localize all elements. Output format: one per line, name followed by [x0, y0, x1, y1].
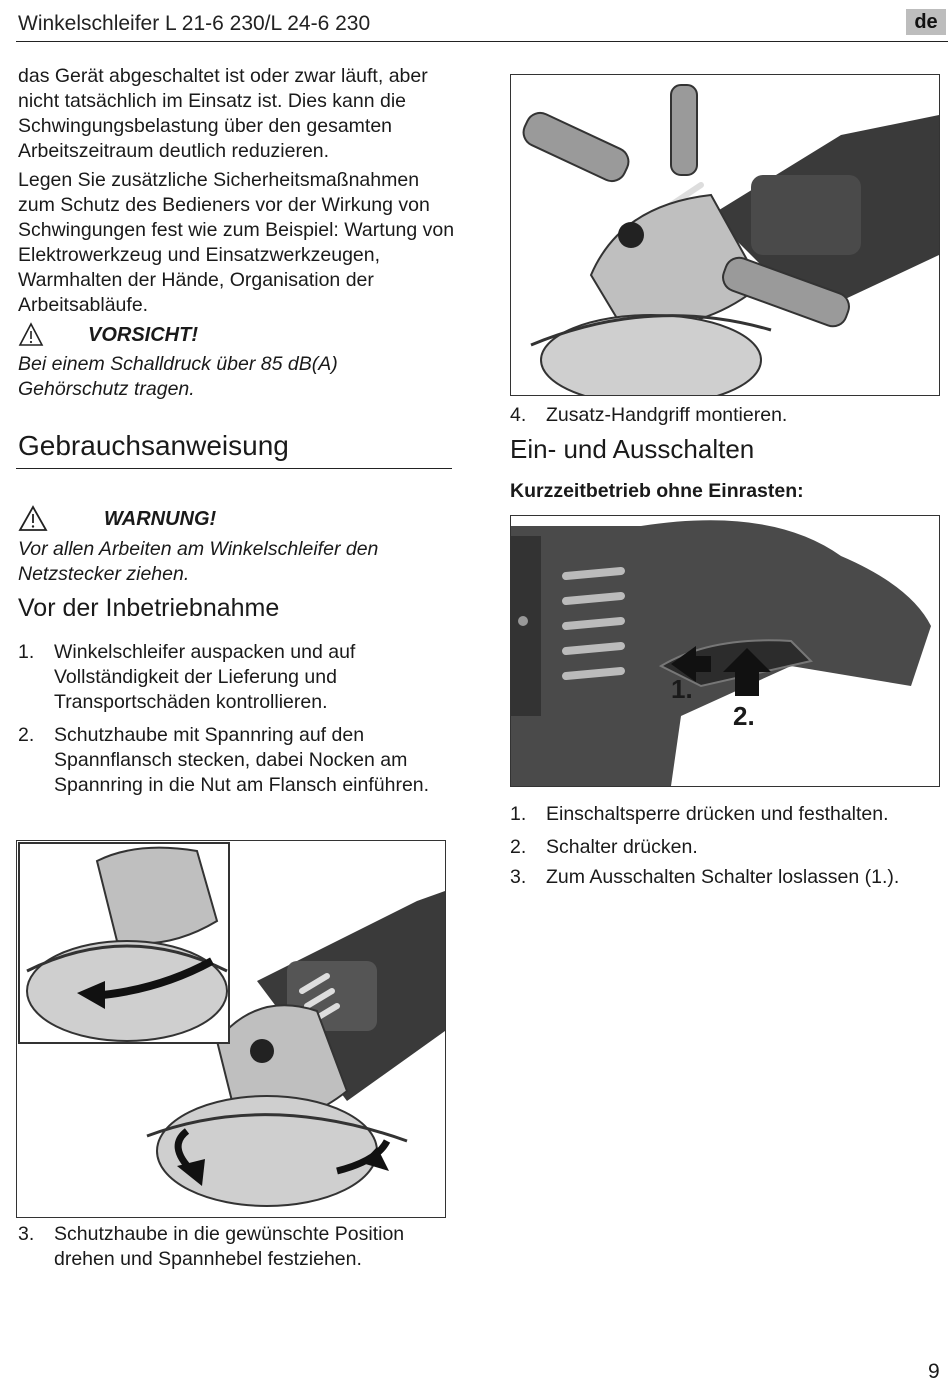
- subsection-title-inbetriebnahme: Vor der Inbetriebnahme: [18, 594, 280, 622]
- warning-triangle-icon: [18, 322, 44, 348]
- switch-label-2: 2.: [733, 701, 755, 731]
- list-item-text: Schutzhaube in die gewünschte Position drehen und Spannhebel festziehen.: [54, 1223, 405, 1270]
- switch-label-1: 1.: [671, 674, 693, 704]
- side-handle-illustration: [510, 74, 940, 396]
- caution-block: [18, 322, 458, 402]
- list-item-text: Zum Ausschalten Schalter loslassen (1.).: [546, 866, 900, 888]
- warning-triangle-icon: [18, 505, 48, 533]
- list-item: [510, 835, 940, 860]
- header-divider: [16, 41, 948, 42]
- warning-text: Vor allen Arbeiten am Winkelschleifer den Netzstecker ziehen.: [18, 538, 379, 585]
- switch-illustration: [510, 515, 940, 787]
- list-item: [18, 1222, 458, 1272]
- list-item-number: 1.: [18, 641, 35, 663]
- list-item: [18, 640, 458, 715]
- list-item-text: Einschaltsperre drücken und festhalten.: [546, 803, 889, 825]
- left-column: [18, 64, 458, 318]
- language-badge: de: [906, 9, 946, 35]
- list-item-number: 4.: [510, 404, 527, 426]
- step-3-block: [18, 1222, 458, 1272]
- list-item-number: 2.: [18, 724, 35, 746]
- document-header-title: Winkelschleifer L 21-6 230/L 24-6 230: [18, 12, 371, 35]
- intro-paragraph-2: Legen Sie zusätzliche Sicherheitsmaßnahmen zum Schutz des Bedieners vor der Wirkung von Schwingungen fest wie zum Beispiel: Wartung von Elektrowerkzeug und Einsatzwerkzeugen, Warmhalten der Hände, Organisation der Arbeitsabläufe.: [18, 169, 455, 316]
- list-item-number: 2.: [510, 836, 527, 858]
- subtitle-kurzzeitbetrieb: Kurzzeitbetrieb ohne Einrasten:: [510, 480, 804, 502]
- list-item: [18, 723, 458, 798]
- list-item: [510, 802, 940, 827]
- step-4-block: [510, 403, 940, 428]
- switch-steps-list: [510, 802, 940, 890]
- list-item-number: 1.: [510, 803, 527, 825]
- list-item: [510, 403, 940, 428]
- section-divider: [16, 468, 452, 469]
- list-item-text: Winkelschleifer auspacken und auf Vollständigkeit der Lieferung und Transportschäden kontrollieren.: [54, 641, 356, 713]
- list-item-text: Schutzhaube mit Spannring auf den Spannflansch stecken, dabei Nocken am Spannring in die Nut am Flansch einführen.: [54, 724, 430, 796]
- intro-paragraph-1: das Gerät abgeschaltet ist oder zwar läuft, aber nicht tatsächlich im Einsatz ist. Dies kann die Schwingungsbelastung über den gesamten Arbeitszeitraum deutlich reduzieren.: [18, 65, 428, 162]
- caution-text: Bei einem Schalldruck über 85 dB(A) Gehörschutz tragen.: [18, 353, 338, 400]
- warning-block: [18, 505, 458, 587]
- page-number: 9: [928, 1360, 940, 1383]
- guard-rotation-illustration: [16, 840, 446, 1218]
- list-item-number: 3.: [18, 1223, 35, 1245]
- caution-title: VORSICHT!: [88, 323, 198, 346]
- section-title-gebrauchsanweisung: Gebrauchsanweisung: [18, 430, 289, 461]
- list-item: [510, 865, 940, 890]
- list-item-text: Schalter drücken.: [546, 836, 698, 858]
- list-item-text: Zusatz-Handgriff montieren.: [546, 404, 788, 426]
- list-item-number: 3.: [510, 866, 527, 888]
- section-title-ein-ausschalten: Ein- und Ausschalten: [510, 434, 755, 464]
- warning-title: WARNUNG!: [104, 507, 217, 530]
- setup-steps-list: [18, 640, 458, 798]
